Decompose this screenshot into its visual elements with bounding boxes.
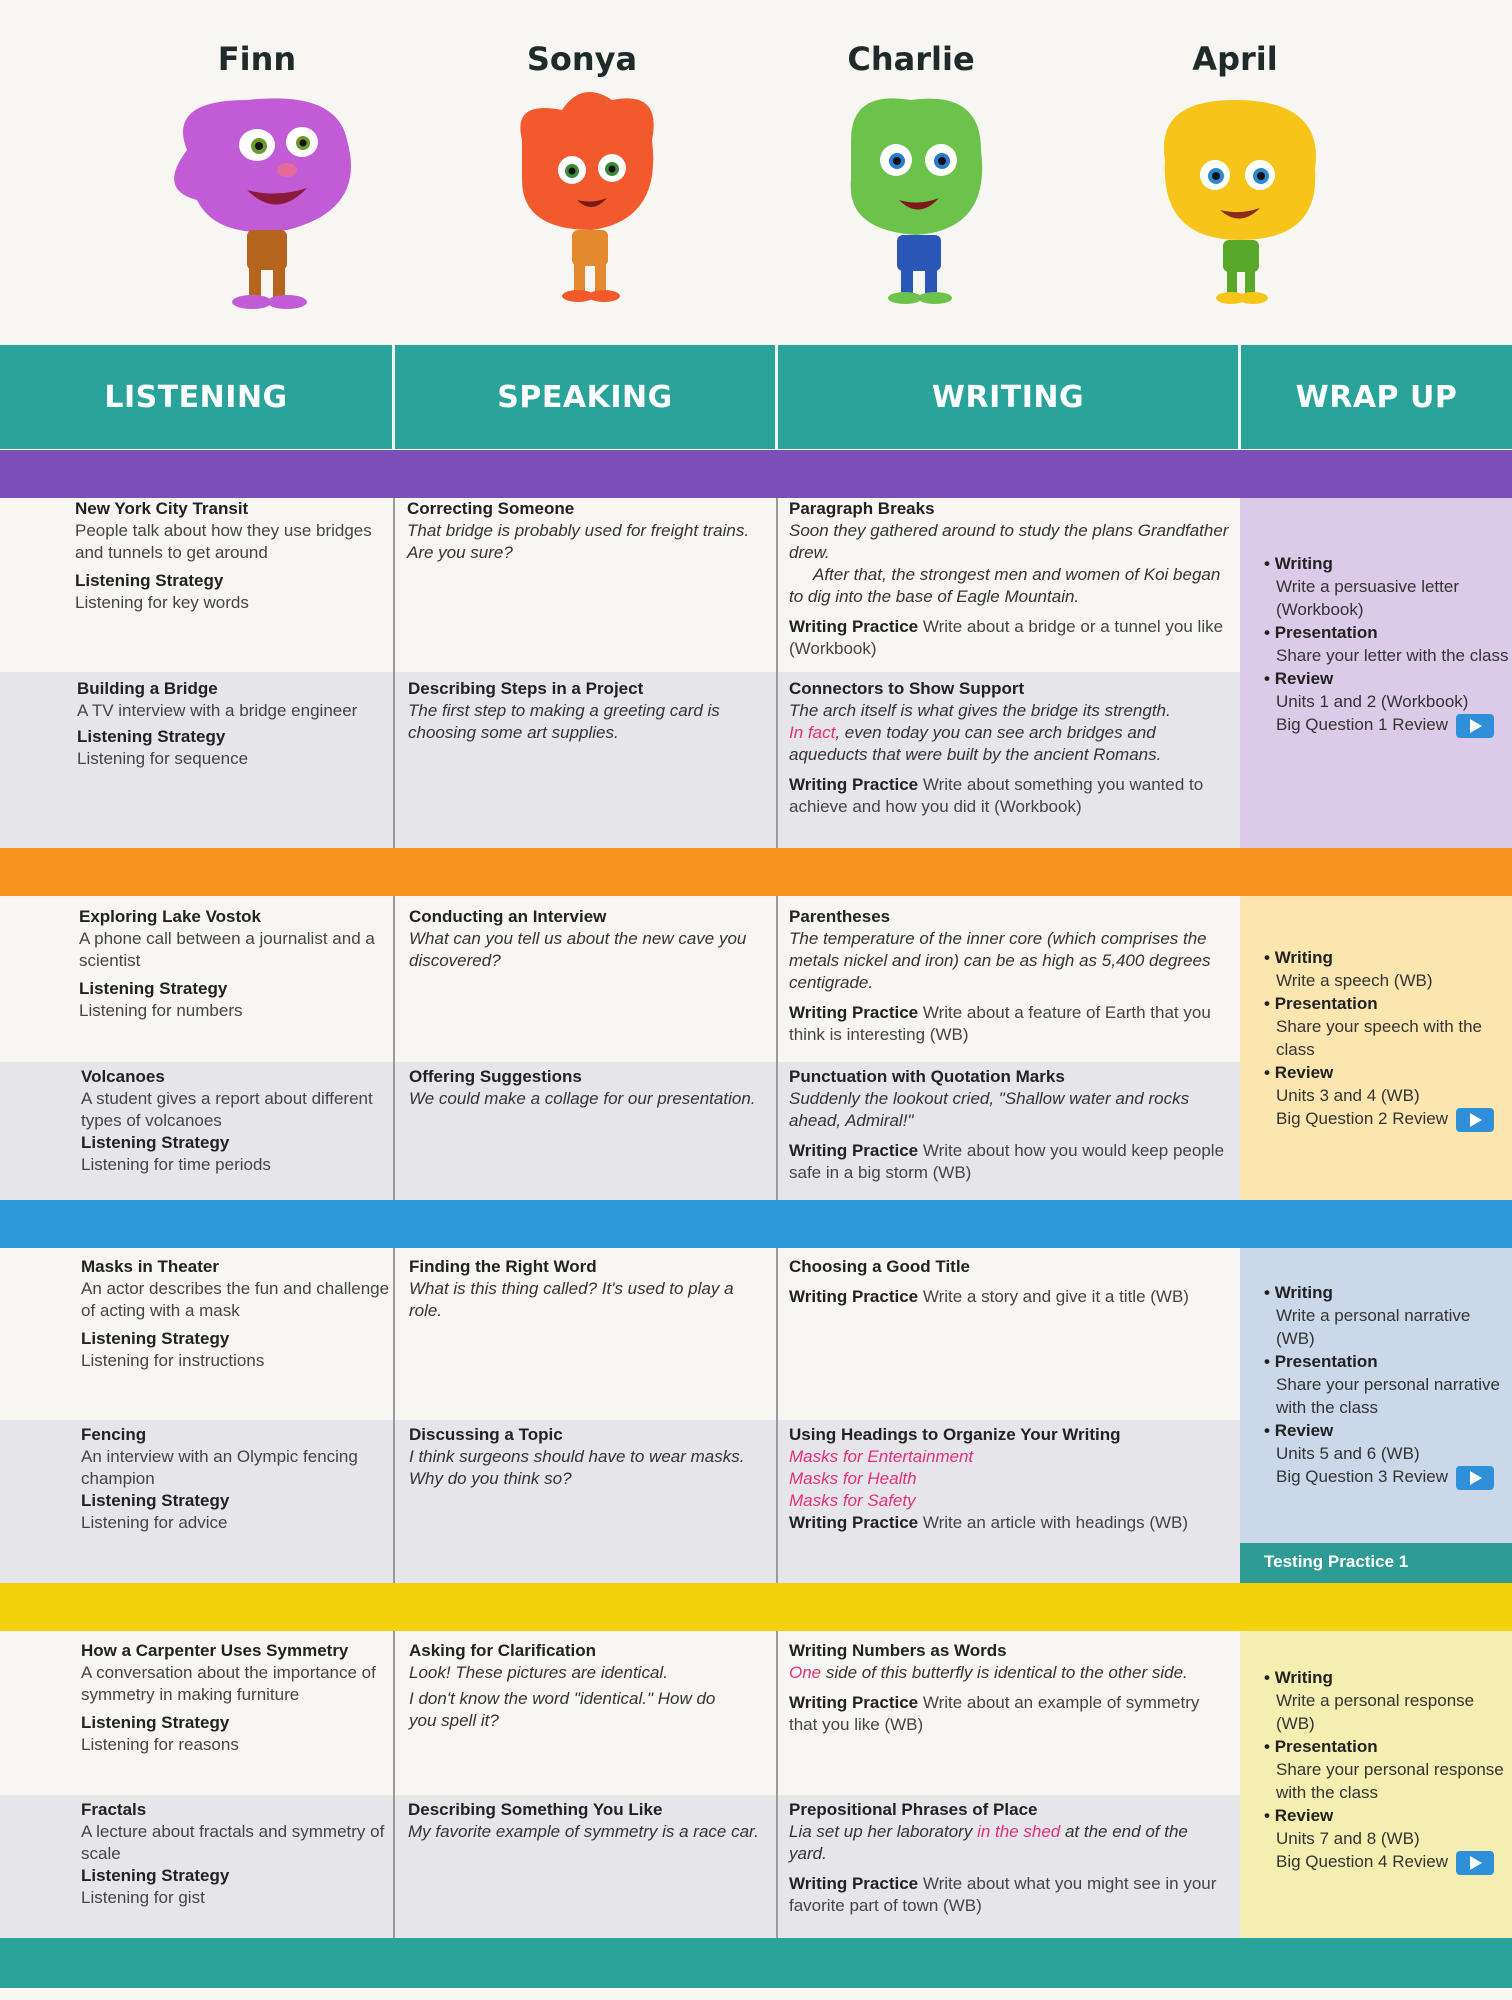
header-listening: LISTENING — [104, 379, 288, 415]
wp-label: Writing Practice — [789, 1513, 919, 1532]
example-line: Look! These pictures are identical. — [409, 1663, 668, 1682]
lesson-title: Describing Something You Like — [408, 1800, 663, 1819]
wp-label: Writing Practice — [789, 617, 919, 636]
wrap-writing-label: • Writing — [1264, 554, 1333, 573]
listening-cell — [79, 906, 389, 1022]
lesson-title: New York City Transit — [75, 499, 249, 518]
wrap-presentation-desc: Share your personal response with the class — [1276, 1760, 1504, 1802]
example-text: The arch itself is what gives the bridge its strength. — [789, 701, 1171, 720]
speaking-cell — [409, 1640, 739, 1732]
strategy-label: Listening Strategy — [81, 1133, 230, 1152]
speaking-cell — [409, 1256, 749, 1322]
example-rest: , even today you can see arch bridges and aqueducts that were built by the ancient Romans. — [789, 723, 1162, 764]
finn-illustration — [137, 80, 377, 310]
heading-example: Masks for Safety — [789, 1491, 916, 1510]
wrap-presentation-desc: Share your speech with the class — [1276, 1017, 1483, 1059]
unit-band-3 — [0, 1200, 1512, 1248]
wp-label: Writing Practice — [789, 1141, 919, 1160]
example-text: Suddenly the lookout cried, "Shallow water and rocks ahead, Admiral!" — [789, 1089, 1190, 1130]
lesson-title: Fractals — [81, 1800, 147, 1819]
wrap-up-cell — [1264, 1281, 1509, 1490]
strategy-desc: Listening for instructions — [81, 1351, 265, 1370]
listening-cell — [77, 678, 387, 770]
unit-band-2 — [0, 848, 1512, 896]
wp-desc: Write about an example of symmetry that you like (WB) — [789, 1693, 1200, 1734]
play-video-icon[interactable] — [1456, 1108, 1494, 1132]
strategy-label: Listening Strategy — [79, 979, 228, 998]
strategy-label: Listening Strategy — [81, 1713, 230, 1732]
character-finn — [97, 40, 417, 310]
example-line: What is this thing called? It's used to play a role. — [409, 1279, 734, 1320]
wp-label: Writing Practice — [789, 1003, 919, 1022]
wrap-review-desc: Units 1 and 2 (Workbook) — [1276, 692, 1469, 711]
example-text — [789, 722, 1229, 766]
column-divider — [776, 896, 778, 1200]
header-wrap-up: WRAP UP — [1295, 379, 1458, 415]
strategy-label: Listening Strategy — [77, 727, 226, 746]
lesson-desc: People talk about how they use bridges and tunnels to get around — [75, 521, 372, 562]
wrap-review-desc: Units 3 and 4 (WB) — [1276, 1086, 1420, 1105]
writing-cell — [789, 1640, 1229, 1736]
lesson-title: Using Headings to Organize Your Writing — [789, 1425, 1121, 1444]
wp-desc: Write an article with headings (WB) — [922, 1513, 1189, 1532]
lesson-desc: A phone call between a journalist and a scientist — [79, 929, 375, 970]
example-line: Are you sure? — [407, 543, 513, 562]
header-divider — [775, 345, 778, 449]
example-line: The first step to making a greeting card is choosing some art supplies. — [408, 701, 720, 742]
character-row — [0, 0, 1512, 345]
big-question-review: Big Question 4 Review — [1264, 1850, 1509, 1875]
bottom-band — [0, 1938, 1512, 1988]
wrap-up-cell — [1264, 946, 1509, 1132]
big-question-review: Big Question 2 Review — [1264, 1107, 1509, 1132]
heading-example: Masks for Entertainment — [789, 1447, 974, 1466]
listening-cell — [81, 1799, 391, 1909]
wp-label: Writing Practice — [789, 1693, 919, 1712]
writing-practice — [789, 1002, 1229, 1046]
writing-cell — [789, 1424, 1229, 1534]
unit-band-4 — [0, 1583, 1512, 1631]
character-charlie — [751, 40, 1071, 310]
big-question-review: Big Question 3 Review — [1264, 1465, 1509, 1490]
wrap-review-label: • Review — [1264, 1421, 1334, 1440]
lesson-title: Parentheses — [789, 907, 891, 926]
character-name: Sonya — [526, 40, 638, 78]
strategy-label: Listening Strategy — [75, 571, 224, 590]
column-divider — [393, 1248, 395, 1583]
lesson-title: Volcanoes — [81, 1067, 165, 1086]
strategy-label: Listening Strategy — [81, 1329, 230, 1348]
wp-desc: Write about something you wanted to achieve and how you did it (Workbook) — [789, 775, 1204, 816]
wrap-presentation-label: • Presentation — [1264, 1352, 1378, 1371]
lesson-title: Describing Steps in a Project — [408, 679, 644, 698]
example-line: My favorite example of symmetry is a race car. — [408, 1822, 759, 1841]
lesson-title: Prepositional Phrases of Place — [789, 1800, 1038, 1819]
writing-cell — [789, 498, 1229, 660]
wrap-presentation-label: • Presentation — [1264, 623, 1378, 642]
example-line: That bridge is probably used for freight trains. — [407, 521, 750, 540]
wrap-review-label: • Review — [1264, 1063, 1334, 1082]
heading-example: Masks for Health — [789, 1469, 917, 1488]
wrap-writing-desc: Write a persuasive letter (Workbook) — [1276, 577, 1459, 619]
listening-cell — [81, 1066, 391, 1176]
strategy-desc: Listening for key words — [75, 593, 249, 612]
lesson-desc: A lecture about fractals and symmetry of scale — [81, 1822, 385, 1863]
column-divider — [776, 498, 778, 848]
april-illustration — [1115, 80, 1355, 310]
speaking-cell — [408, 1799, 773, 1843]
lesson-desc: A TV interview with a bridge engineer — [77, 701, 358, 720]
lesson-title: Offering Suggestions — [409, 1067, 582, 1086]
writing-practice — [789, 1140, 1229, 1184]
strategy-desc: Listening for sequence — [77, 749, 249, 768]
big-question-review: Big Question 1 Review — [1264, 713, 1509, 738]
writing-practice — [789, 1873, 1229, 1917]
character-april — [1075, 40, 1395, 310]
lesson-title: Discussing a Topic — [409, 1425, 563, 1444]
strategy-desc: Listening for reasons — [81, 1735, 239, 1754]
lesson-title: Punctuation with Quotation Marks — [789, 1067, 1065, 1086]
play-video-icon[interactable] — [1456, 714, 1494, 738]
character-sonya — [422, 40, 742, 310]
play-video-icon[interactable] — [1456, 1466, 1494, 1490]
wrap-review-label: • Review — [1264, 1806, 1334, 1825]
writing-cell — [789, 906, 1229, 1046]
wp-desc: Write about a bridge or a tunnel you like (Workbook) — [789, 617, 1224, 658]
example-text: The temperature of the inner core (which comprises the metals nickel and iron) can be as high as 5,400 degrees centigrade. — [789, 929, 1211, 992]
wrap-presentation-label: • Presentation — [1264, 994, 1378, 1013]
listening-cell — [81, 1640, 391, 1756]
charlie-illustration — [791, 80, 1031, 310]
strategy-desc: Listening for advice — [81, 1513, 228, 1532]
lesson-title: Choosing a Good Title — [789, 1257, 971, 1276]
wp-desc: Write about how you would keep people safe in a big storm (WB) — [789, 1141, 1225, 1182]
example-text: After that, the strongest men and women of Koi began to dig into the base of Eagle Mountain. — [789, 565, 1221, 606]
wp-label: Writing Practice — [789, 1874, 919, 1893]
example-line: I think surgeons should have to wear masks. — [409, 1447, 745, 1466]
character-name: April — [1192, 40, 1278, 78]
lesson-title: Correcting Someone — [407, 499, 575, 518]
wrap-review-desc: Units 5 and 6 (WB) — [1276, 1444, 1420, 1463]
speaking-cell — [409, 1066, 769, 1110]
strategy-desc: Listening for numbers — [79, 1001, 243, 1020]
lesson-title: Fencing — [81, 1425, 147, 1444]
wrap-writing-desc: Write a speech (WB) — [1276, 971, 1433, 990]
listening-cell — [81, 1424, 391, 1534]
wrap-writing-label: • Writing — [1264, 1668, 1333, 1687]
writing-practice — [789, 1512, 1229, 1534]
example-rest: side of this butterfly is identical to the other side. — [821, 1663, 1188, 1682]
writing-practice — [789, 1692, 1229, 1736]
lesson-title: Writing Numbers as Words — [789, 1641, 1007, 1660]
strategy-desc: Listening for time periods — [81, 1155, 271, 1174]
strategy-label: Listening Strategy — [81, 1866, 230, 1885]
lesson-title: Paragraph Breaks — [789, 499, 935, 518]
lesson-desc: A student gives a report about different types of volcanoes — [81, 1089, 373, 1130]
wrap-presentation-desc: Share your letter with the class — [1276, 646, 1509, 665]
header-writing: WRITING — [931, 379, 1085, 415]
wrap-writing-label: • Writing — [1264, 1283, 1333, 1302]
example-line: I don't know the word "identical." How do you spell it? — [409, 1689, 716, 1730]
column-divider — [393, 1631, 395, 1938]
listening-cell — [75, 498, 385, 614]
writing-practice — [789, 1286, 1229, 1308]
writing-cell — [789, 678, 1229, 818]
writing-cell — [789, 1256, 1229, 1308]
header-row — [0, 345, 1512, 449]
lesson-title: Conducting an Interview — [409, 907, 607, 926]
wp-desc: Write a story and give it a title (WB) — [922, 1287, 1189, 1306]
sonya-illustration — [462, 80, 702, 310]
lesson-title: Masks in Theater — [81, 1257, 219, 1276]
writing-practice — [789, 774, 1229, 818]
wrap-writing-label: • Writing — [1264, 948, 1333, 967]
example-text: Lia set up her laboratory in the shed at the end of the yard. — [789, 1822, 1188, 1863]
highlight-text: In fact — [789, 723, 836, 742]
character-name: Charlie — [847, 40, 975, 78]
wrap-writing-desc: Write a personal narrative (WB) — [1276, 1306, 1471, 1348]
wrap-presentation-desc: Share your personal narrative with the class — [1276, 1375, 1500, 1417]
lesson-title: Asking for Clarification — [409, 1641, 597, 1660]
wp-label: Writing Practice — [789, 1287, 919, 1306]
writing-cell — [789, 1799, 1229, 1917]
lesson-title: Exploring Lake Vostok — [79, 907, 262, 926]
header-speaking: SPEAKING — [497, 379, 673, 415]
wrap-up-cell — [1264, 1666, 1509, 1875]
writing-practice — [789, 616, 1229, 660]
listening-cell — [81, 1256, 391, 1372]
column-divider — [393, 498, 395, 848]
example-text — [789, 1662, 1229, 1684]
column-divider — [393, 896, 395, 1200]
lesson-desc: An interview with an Olympic fencing champion — [81, 1447, 358, 1488]
wrap-writing-desc: Write a personal response (WB) — [1276, 1691, 1475, 1733]
lesson-desc: An actor describes the fun and challenge of acting with a mask — [81, 1279, 390, 1320]
example-line: Why do you think so? — [409, 1469, 572, 1488]
strategy-desc: Listening for gist — [81, 1888, 205, 1907]
highlight-text: in the shed — [977, 1822, 1061, 1841]
wp-desc: Write about a feature of Earth that you think is interesting (WB) — [789, 1003, 1211, 1044]
play-video-icon[interactable] — [1456, 1851, 1494, 1875]
unit-band-1 — [0, 450, 1512, 498]
lesson-desc: A conversation about the importance of symmetry in making furniture — [81, 1663, 376, 1704]
character-name: Finn — [217, 40, 297, 78]
example-line: What can you tell us about the new cave you discovered? — [409, 929, 747, 970]
lesson-title: Connectors to Show Support — [789, 679, 1025, 698]
wrap-presentation-label: • Presentation — [1264, 1737, 1378, 1756]
testing-practice-banner[interactable]: Testing Practice 1 — [1240, 1543, 1512, 1583]
lesson-title: How a Carpenter Uses Symmetry — [81, 1641, 349, 1660]
wp-desc: Write about what you might see in your favorite part of town (WB) — [789, 1874, 1217, 1915]
speaking-cell — [408, 678, 768, 744]
column-divider — [776, 1248, 778, 1583]
writing-cell — [789, 1066, 1229, 1184]
column-divider — [776, 1631, 778, 1938]
wrap-review-label: • Review — [1264, 669, 1334, 688]
lesson-title: Finding the Right Word — [409, 1257, 597, 1276]
wrap-review-desc: Units 7 and 8 (WB) — [1276, 1829, 1420, 1848]
wp-label: Writing Practice — [789, 775, 919, 794]
header-divider — [1238, 345, 1241, 449]
speaking-cell — [409, 1424, 769, 1490]
highlight-text: One — [789, 1663, 822, 1682]
header-divider — [392, 345, 395, 449]
speaking-cell — [409, 906, 749, 972]
speaking-cell — [407, 498, 767, 564]
lesson-title: Building a Bridge — [77, 679, 218, 698]
wrap-up-cell — [1264, 552, 1509, 738]
example-line: We could make a collage for our presentation. — [409, 1089, 756, 1108]
strategy-label: Listening Strategy — [81, 1491, 230, 1510]
example-text: Soon they gathered around to study the plans Grandfather drew. — [789, 521, 1229, 562]
